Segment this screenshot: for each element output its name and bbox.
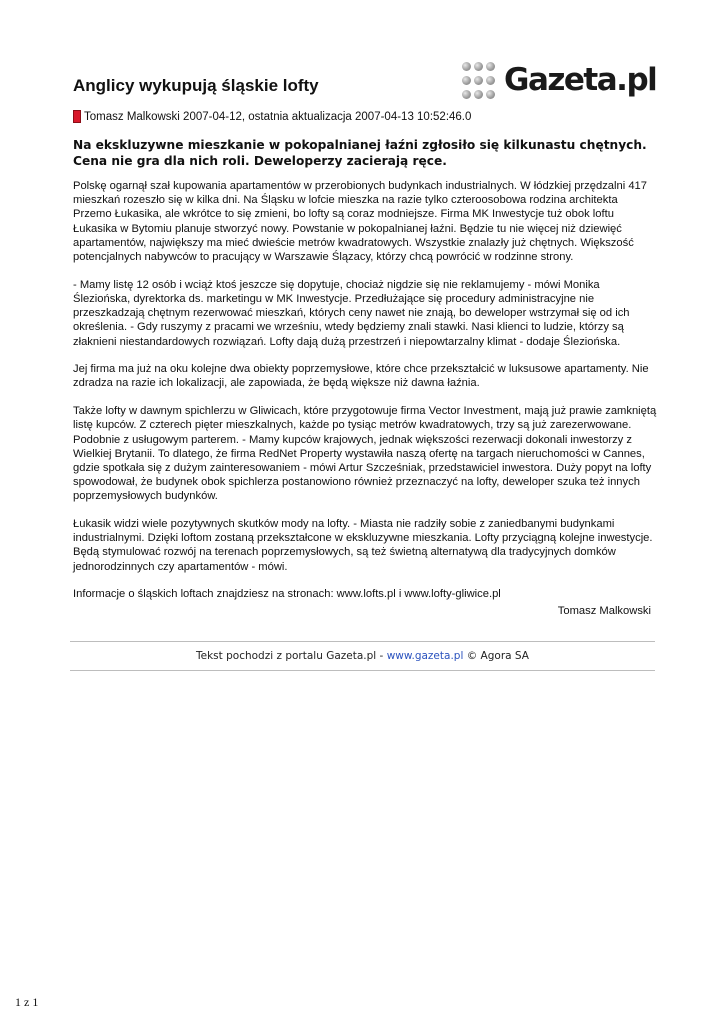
byline bbox=[73, 110, 471, 123]
article-title: Anglicy wykupują śląskie lofty bbox=[73, 76, 319, 95]
article-lead: Na ekskluzywne mieszkanie w pokopalnianej łaźni zgłosiło się kilkunastu chętnych. Cena nie gra dla nich roli. Deweloperzy zacierają ręce. bbox=[73, 138, 647, 168]
article-paragraph: Jej firma ma już na oku kolejne dwa obiekty poprzemysłowe, które chce przekształcić w luksusowe apartamenty. Nie zdradza na razie ich lokalizacji, ale zapowiada, że będą większe niż dawna łaźnia. bbox=[73, 363, 649, 390]
gazeta-logo[interactable] bbox=[462, 60, 657, 102]
footer-suffix: © Agora SA bbox=[463, 650, 529, 662]
article-body bbox=[73, 179, 658, 615]
footer-prefix: Tekst pochodzi z portalu Gazeta.pl - bbox=[196, 650, 387, 662]
article-paragraph: - Mamy listę 12 osób i wciąż ktoś jeszcze się dopytuje, chociaż nigdzie się nie reklamujemy - mówi Monika Śleziońska, dyrektorka ds. marketingu w MK Inwestycje. Przedłużające się procedury administracyjne nie przeszkadzają chętnym rezerwować mieszkań, których ceny nawet nie znają, bo deweloper wstrzymał się od ich określenia. - Gdy ruszymy z pracami we wrześniu, wtedy będziemy znali stawki. Nasi klienci to ludzie, którzy są złaknieni niestandardowych rozwiązań. Lofty dają dużą przestrzeń i niepowtarzalny klimat - dodaje Śleziońska. bbox=[73, 278, 630, 348]
footer-divider-bottom bbox=[70, 670, 655, 671]
author-marker-icon bbox=[73, 110, 81, 123]
article-paragraph: Polskę ogarnął szał kupowania apartamentów w przerobionych budynkach industrialnych. W łódzkiej przędzalni 417 mieszkań rozeszło się w kilka dni. Na Śląsku w lofcie mieszka na razie tylko czteroosobowa rodzina architekta Przemo Łukasika, ale wkrótce to się zmieni, bo lofty są coraz modniejsze. Firma MK Inwestycje tuż obok loftu Łukasika w Bytomiu planuje stworzyć nowy. Powstanie w pokopalnianej łaźni. Będzie tu nie więcej niż dziewięć apartamentów, największy ma mieć dwieście metrów kwadratowych. Wszystkie znalazły już chętnych. Większość potencjalnych nabywców to pracujący w Warszawie Ślązacy, którzy chcą powrócić w rodzinne strony. bbox=[73, 180, 647, 264]
footer-divider bbox=[70, 641, 655, 642]
article-paragraph: Łukasik widzi wiele pozytywnych skutków mody na lofty. - Miasta nie radziły sobie z zaniedbanymi budynkami industrialnymi. Dzięki loftom zostaną przekształcone w ekskluzywne mieszkania. Lofty przyciągną kolejne inwestycje. Będą stymulować rozwój na terenach poprzemysłowych, są też świetną alternatywą dla tradycyjnych domków jednorodzinnych czy apartamentów - mówi. bbox=[73, 518, 653, 573]
page-number: 1 z 1 bbox=[15, 995, 39, 1009]
article-paragraph: Informacje o śląskich loftach znajdziesz na stronach: www.lofts.pl i www.lofty-gliwice.pl bbox=[73, 588, 501, 601]
article-signature: Tomasz Malkowski bbox=[557, 605, 651, 617]
logo-text: Gazeta.pl bbox=[504, 62, 657, 98]
article-paragraph: Także lofty w dawnym spichlerzu w Gliwicach, które przygotowuje firma Vector Investment, mają już prawie zamkniętą listę kupców. Z czterech pięter mieszkalnych, każde po tysiąc metrów kwadratowych, trzy są już zarezerwowane. Podobnie z usługowym parterem. - Mamy kupców krajowych, jednak większości rezerwacji dokonali inwestorzy z Wielkiej Brytanii. To dlatego, że firma RedNet Property wystawiła naszą ofertę na targach nieruchomości w Cannes, gdzie spotkała się z dużym zainteresowaniem - mówi Artur Szcześniak, przedstawiciel inwestora. Duży popyt na lofty spowodował, że budynek obok spichlerza postanowiono również przeznaczyć na lofty, deweloper szuka też innych poprzemysłowych budynków. bbox=[73, 405, 657, 503]
footer bbox=[70, 650, 655, 662]
logo-dots-icon bbox=[462, 62, 502, 100]
byline-text: Tomasz Malkowski 2007-04-12, ostatnia aktualizacja 2007-04-13 10:52:46.0 bbox=[84, 110, 472, 123]
footer-link[interactable]: www.gazeta.pl bbox=[386, 650, 464, 662]
